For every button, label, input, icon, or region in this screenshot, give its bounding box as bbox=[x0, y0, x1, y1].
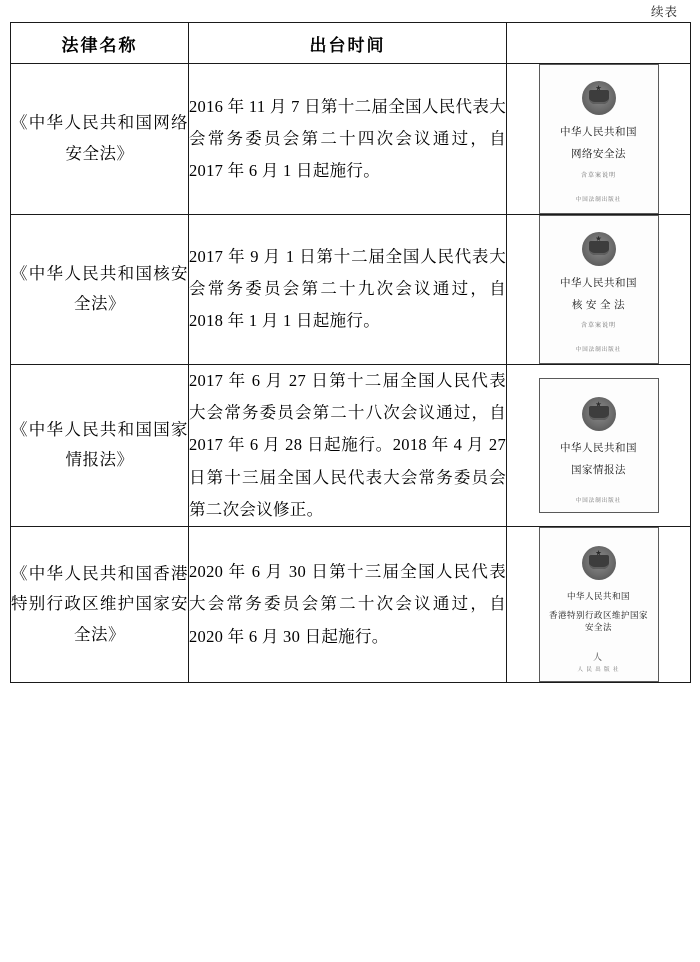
national-emblem-icon bbox=[582, 232, 616, 266]
national-emblem-icon bbox=[582, 546, 616, 580]
law-cover-cell bbox=[507, 64, 691, 215]
table-row bbox=[11, 365, 691, 527]
cover-title-line2: 核 安 全 法 bbox=[571, 299, 626, 311]
law-name-cell bbox=[11, 64, 189, 215]
law-cover-cell bbox=[507, 214, 691, 365]
book-cover bbox=[539, 64, 659, 214]
law-name-cell bbox=[11, 214, 189, 365]
publisher-logo-icon: 人 bbox=[592, 652, 604, 663]
cover-subtitle: 含草案说明 bbox=[580, 172, 616, 179]
book-cover bbox=[539, 527, 659, 682]
table-row bbox=[11, 214, 691, 365]
column-header-cover bbox=[507, 23, 691, 64]
cover-title-line2: 香港特别行政区维护国家安全法 bbox=[548, 609, 648, 633]
table-header-row bbox=[11, 23, 691, 64]
table-row bbox=[11, 526, 691, 682]
national-emblem-icon bbox=[582, 397, 616, 431]
table-row bbox=[11, 64, 691, 215]
cover-title-line1: 中华人民共和国 bbox=[560, 443, 637, 455]
cover-publisher: 人 民 出 版 社 bbox=[577, 667, 620, 674]
national-emblem-icon bbox=[582, 81, 616, 115]
law-time-cell: 2017 年 9 月 1 日第十二届全国人民代表大会常务委员会第二十九次会议通过，自 2018 年 1 月 1 日起施行。 bbox=[189, 214, 507, 365]
cover-publisher: 中国法制出版社 bbox=[575, 497, 622, 504]
cover-title-line1: 中华人民共和国 bbox=[560, 127, 637, 138]
cover-publisher: 中国法制出版社 bbox=[575, 347, 622, 354]
cover-subtitle: 含草案说明 bbox=[580, 323, 616, 330]
law-time-cell: 2017 年 6 月 27 日第十二届全国人民代表大会常务委员会第二十八次会议通过，自 2017 年 6 月 28 日起施行。2018 年 4 月 27 日第十三届全国人民代表大会常务委员会第二次会议修正。 bbox=[189, 365, 507, 527]
law-name-text: 《中华人民共和国网络安全法》 bbox=[11, 113, 188, 163]
law-name-text: 《中华人民共和国国家情报法》 bbox=[11, 419, 188, 470]
law-name-text: 《中华人民共和国香港特别行政区维护国家安全法》 bbox=[11, 563, 188, 644]
cover-title-line1: 中华人民共和国 bbox=[566, 590, 630, 601]
continued-label: 续表 bbox=[650, 5, 678, 19]
law-time-cell: 2016 年 11 月 7 日第十二届全国人民代表大会常务委员会第二十四次会议通过，自 2017 年 6 月 1 日起施行。 bbox=[189, 64, 507, 215]
law-name-cell bbox=[11, 526, 189, 682]
book-cover bbox=[539, 378, 659, 513]
cover-publisher: 中国法制出版社 bbox=[575, 196, 622, 203]
law-cover-cell bbox=[507, 526, 691, 682]
law-name-cell bbox=[11, 365, 189, 527]
cover-title-line1: 中华人民共和国 bbox=[560, 277, 637, 289]
column-header-issue-time: 出台时间 bbox=[189, 23, 507, 64]
cover-title-line2: 国家情报法 bbox=[571, 465, 626, 477]
law-cover-cell bbox=[507, 365, 691, 527]
column-header-law-name: 法律名称 bbox=[11, 23, 189, 64]
law-table bbox=[10, 22, 691, 683]
law-name-text: 《中华人民共和国核安全法》 bbox=[11, 263, 188, 314]
cover-title-line2: 网络安全法 bbox=[571, 149, 626, 161]
book-cover bbox=[539, 215, 659, 365]
law-time-cell: 2020 年 6 月 30 日第十三届全国人民代表大会常务委员会第二十次会议通过，自 2020 年 6 月 30 日起施行。 bbox=[189, 526, 507, 682]
